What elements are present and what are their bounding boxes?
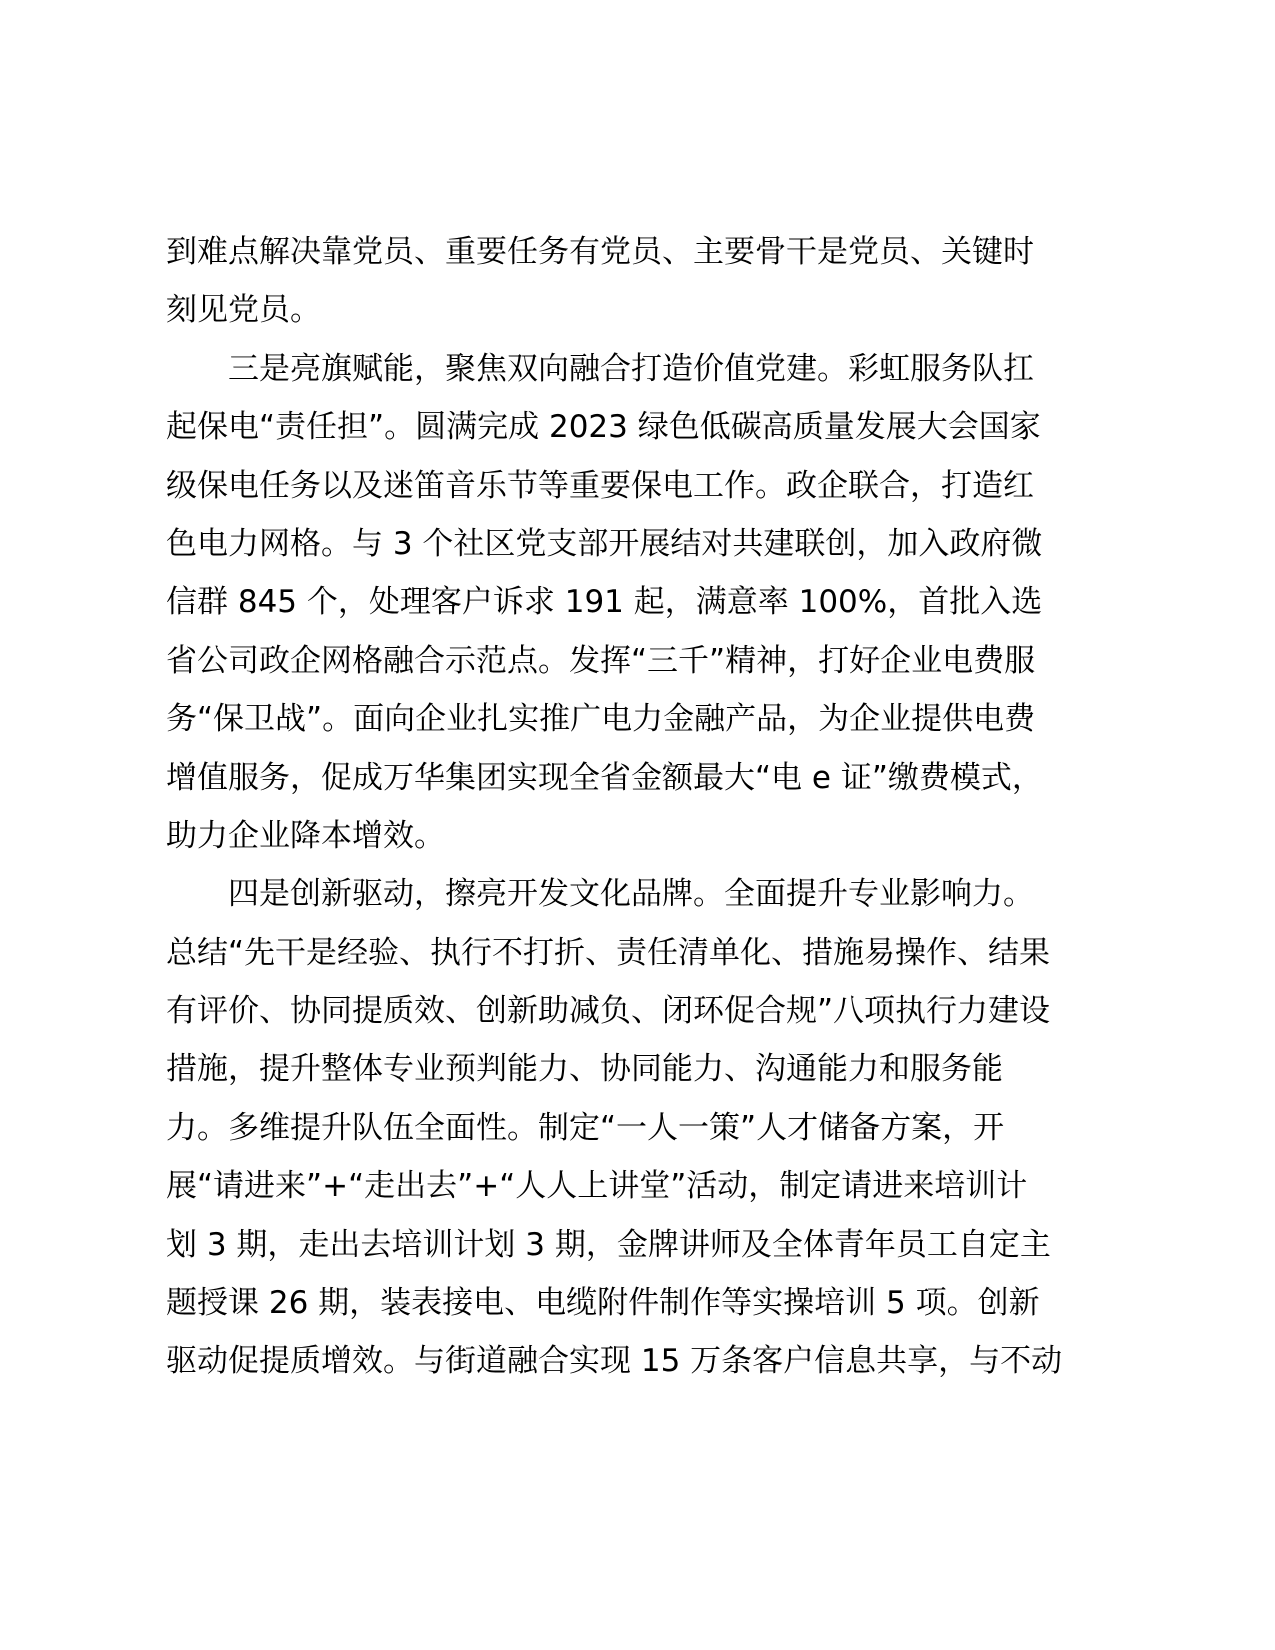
- body-text: [166, 223, 1126, 1391]
- text-line: 总结“先干是经验、执行不打折、责任清单化、措施易操作、结果: [166, 934, 1051, 971]
- text-line: 增值服务，促成万华集团实现全省金额最大“电 e 证”缴费模式，: [166, 759, 1043, 796]
- text-line: 措施，提升整体专业预判能力、协同能力、沟通能力和服务能: [166, 1051, 1003, 1088]
- text-line: 力。多维提升队伍全面性。制定“一人一策”人才储备方案，开: [166, 1109, 1005, 1146]
- text-line: 起保电“责任担”。圆满完成 2023 绿色低碳高质量发展大会国家: [166, 409, 1041, 446]
- text-line: 省公司政企网格融合示范点。发挥“三千”精神，打好企业电费服: [166, 642, 1036, 679]
- text-line: 展“请进来”+“走出去”+“人人上讲堂”活动，制定请进来培训计: [166, 1168, 1028, 1205]
- text-line: 务“保卫战”。面向企业扎实推广电力金融产品，为企业提供电费: [166, 701, 1036, 738]
- text-line: 划 3 期，走出去培训计划 3 期，金牌讲师及全体青年员工自定主: [166, 1226, 1051, 1263]
- paragraph-start-line: 四是创新驱动，擦亮开发文化品牌。全面提升专业影响力。: [228, 876, 1034, 913]
- text-line: 信群 845 个，处理客户诉求 191 起，满意率 100%，首批入选: [166, 584, 1043, 621]
- text-line: 色电力网格。与 3 个社区党支部开展结对共建联创，加入政府微: [166, 525, 1043, 562]
- text-line: 有评价、协同提质效、创新助减负、闭环促合规”八项执行力建设: [166, 993, 1051, 1030]
- text-line: 到难点解决靠党员、重要任务有党员、主要骨干是党员、关键时: [166, 234, 1034, 270]
- text-line: 题授课 26 期，装表接电、电缆附件制作等实操培训 5 项。创新: [166, 1285, 1040, 1322]
- text-line: 驱动促提质增效。与街道融合实现 15 万条客户信息共享，与不动: [166, 1343, 1063, 1380]
- text-line: 刻见党员。: [166, 292, 321, 329]
- text-line: 级保电任务以及迷笛音乐节等重要保电工作。政企联合，打造红: [166, 467, 1034, 504]
- text-line: 助力企业降本增效。: [166, 817, 445, 854]
- paragraph-start-line: 三是亮旗赋能，聚焦双向融合打造价值党建。彩虹服务队扛: [228, 350, 1034, 387]
